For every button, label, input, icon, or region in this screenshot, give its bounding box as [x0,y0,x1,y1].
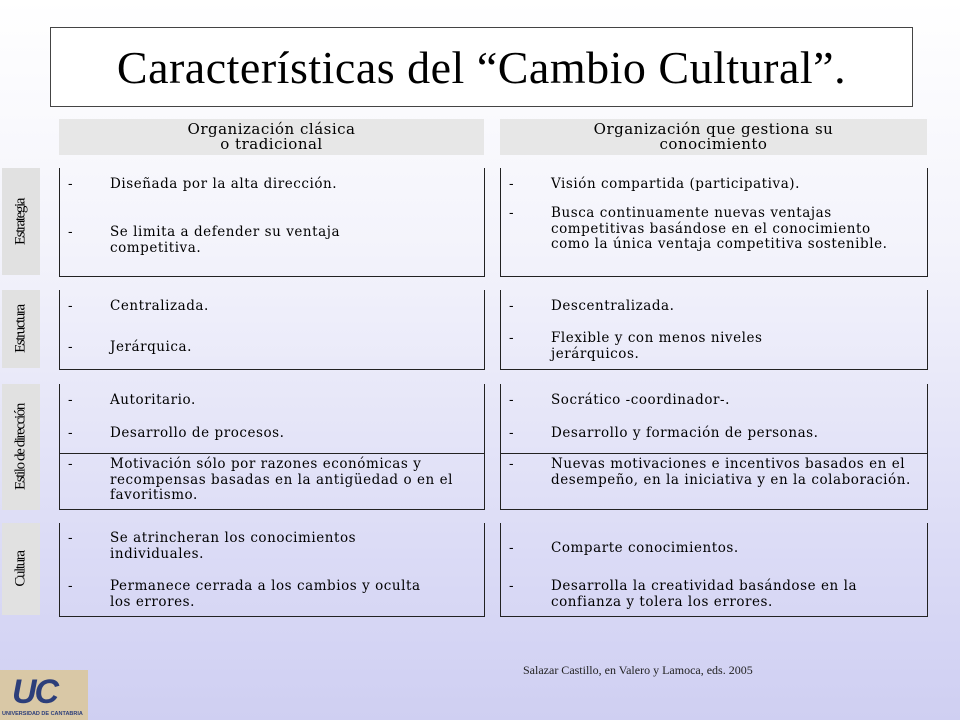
item-text: Motivación sólo por razones económicas y recompensas basadas en la antigüedad o en el favoritismo. [110,456,453,503]
citation: Salazar Castillo, en Valero y Lamoca, eds. 2005 [523,663,753,677]
item-text: Visión compartida (participativa). [551,176,800,192]
item-text: Autoritario. [110,392,196,408]
list-item [509,331,921,362]
list-item [509,579,921,610]
row-label-estrategia [2,168,40,275]
item-text: Busca continuamente nuevas ventajas competitivas basándose en el conocimiento como la única ventaja competitiva sostenible. [551,205,888,252]
bullet-dash: - [509,330,515,346]
cell-estilo-traditional-a [59,384,485,454]
logo-mark: UC [12,673,58,711]
item-text: Se limita a defender su ventaja competitiva. [110,224,341,256]
item-text: Desarrolla la creatividad basándose en la confianza y tolera los errores. [551,578,858,610]
item-text: Nuevas motivaciones e incentivos basados en el desempeño, en la iniciativa y en la colaboración. [551,456,911,488]
header-traditional [59,119,484,155]
bullet-dash: - [68,530,74,546]
row-label-text: Estilo de dirección [12,404,29,490]
cell-estrategia-traditional [59,168,485,277]
list-item [68,579,478,610]
item-text: Desarrollo de procesos. [110,425,285,441]
bullet-dash: - [509,298,515,314]
bullet-dash: - [68,578,74,594]
list-item [68,177,478,193]
list-item [509,457,921,488]
item-text: Permanece cerrada a los cambios y oculta los errores. [110,578,421,610]
item-text: Socrático -coordinador-. [551,392,730,408]
list-item [68,299,478,315]
item-text: Centralizada. [110,298,209,314]
header-traditional-line-1: Organización clásica [187,120,356,138]
bullet-dash: - [509,205,515,221]
bullet-dash: - [509,540,515,556]
bullet-dash: - [509,578,515,594]
row-label-text: Estrategia [12,198,29,245]
item-text: Comparte conocimientos. [551,540,739,556]
item-text: Diseñada por la alta dirección. [110,176,338,192]
list-item [68,340,478,356]
row-label-estilo-direccion [2,384,40,510]
bullet-dash: - [68,456,74,472]
list-item [68,457,478,504]
item-text: Desarrollo y formación de personas. [551,425,819,441]
bullet-dash: - [68,224,74,240]
bullet-dash: - [509,176,515,192]
logo-subtitle: UNIVERSIDAD DE CANTABRIA [2,711,83,717]
bullet-dash: - [68,176,74,192]
item-text: Flexible y con menos niveles jerárquicos. [551,330,763,362]
list-item [509,393,921,409]
item-text: Jerárquica. [110,339,192,355]
bullet-dash: - [68,298,74,314]
row-label-text: Cultura [12,551,29,587]
cell-cultura-knowledge [500,523,928,617]
list-item [68,225,478,256]
header-knowledge-line-1: Organización que gestiona su [593,120,834,138]
row-label-estructura [2,290,40,368]
row-label-cultura [2,523,40,615]
list-item [68,426,478,442]
cell-estilo-knowledge-b [500,454,928,510]
bullet-dash: - [68,392,74,408]
cell-estructura-knowledge [500,290,928,370]
list-item [509,177,921,193]
bullet-dash: - [509,392,515,408]
cell-estrategia-knowledge [500,168,928,277]
bullet-dash: - [68,339,74,355]
university-logo [0,670,88,720]
slide-title: Características del “Cambio Cultural”. [116,41,847,93]
header-knowledge-line-2: conocimiento [659,135,768,153]
list-item [509,206,921,253]
cell-estilo-traditional-b [59,454,485,510]
list-item [509,299,921,315]
list-item [509,426,921,442]
cell-estilo-knowledge-a [500,384,928,454]
row-label-text: Estructura [12,305,29,353]
bullet-dash: - [509,425,515,441]
title-box [50,27,913,107]
item-text: Se atrincheran los conocimientos individuales. [110,530,357,562]
list-item [68,531,478,562]
list-item [68,393,478,409]
item-text: Descentralizada. [551,298,675,314]
bullet-dash: - [509,456,515,472]
header-traditional-line-2: o tradicional [220,135,323,153]
header-knowledge [500,119,927,155]
bullet-dash: - [68,425,74,441]
cell-estructura-traditional [59,290,485,370]
cell-cultura-traditional [59,523,485,617]
list-item [509,541,921,557]
